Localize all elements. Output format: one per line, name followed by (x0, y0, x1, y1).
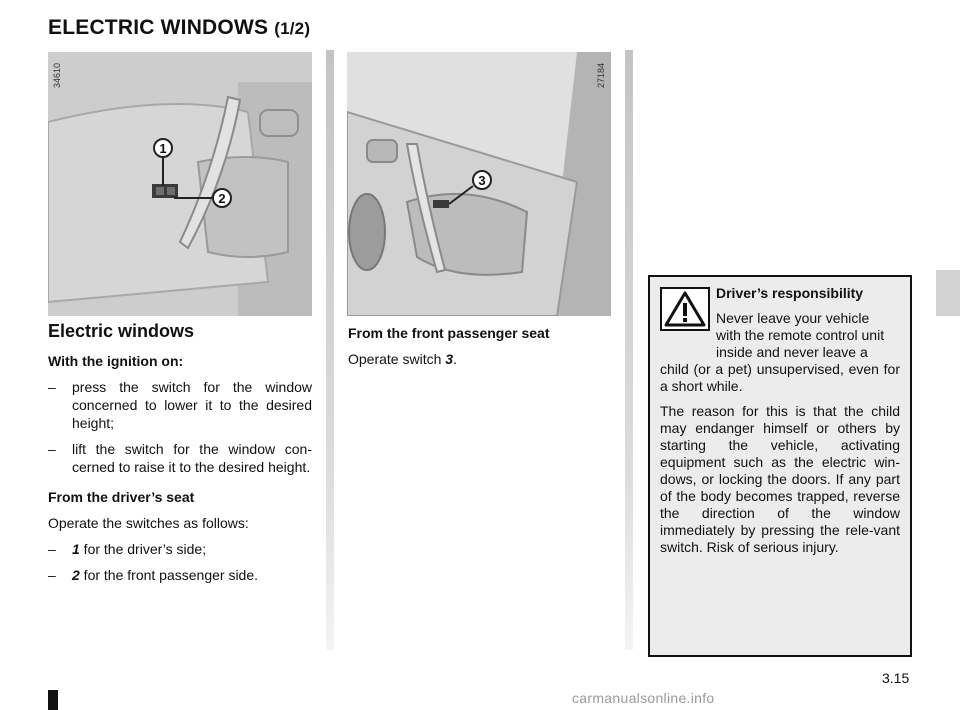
bullet-text: lift the switch for the window con-cerned to raise it to the desired height. (72, 441, 312, 475)
warning-box (648, 275, 912, 657)
driver-door-illustration (48, 52, 312, 316)
page-number: 3.15 (882, 670, 910, 686)
switch-number: 1 (72, 541, 80, 557)
switch-number: 3 (445, 351, 454, 367)
column-divider (625, 50, 633, 650)
list-item (48, 440, 312, 476)
callout-1: 1 (159, 141, 167, 156)
chapter-tab (936, 270, 960, 316)
warning-line: child (or a pet) unsupervised, even for a short while. (660, 361, 900, 394)
figure-code: 27184 (596, 62, 606, 88)
warning-line: Never leave your vehicle (716, 310, 870, 326)
passenger-door-illustration (347, 52, 611, 316)
callout-2: 2 (218, 191, 226, 206)
bullet-dash: – (48, 441, 56, 457)
warning-heading: Driver’s responsibility (716, 285, 864, 301)
page-title (48, 16, 310, 40)
list-item (48, 378, 312, 432)
figure-code: 34610 (52, 62, 62, 88)
warning-paragraph: The reason for this is that the child may endanger himself or others by starting the vehicle, activating equipment such as the electric win-dows, or locking the doors. If any part of the body becomes trapped, reverse the direction of the window immediately by pressing the rele-vant switch. Risk of serious injury. (660, 403, 900, 555)
column-divider (326, 50, 334, 650)
bullet-text: for the front passenger side. (79, 567, 259, 583)
bullet-dash: – (48, 567, 56, 583)
callout-3: 3 (478, 173, 486, 188)
title-main: ELECTRIC WINDOWS (48, 16, 269, 39)
bullet-dash: – (48, 541, 56, 557)
bullet-dash: – (48, 379, 56, 395)
watermark: carmanualsonline.info (572, 690, 715, 706)
corner-mark (48, 690, 58, 710)
middle-column (348, 320, 612, 376)
driver-seat-label: From the driver’s seat (48, 489, 195, 505)
operate-switch-text (348, 350, 612, 368)
bullet-text: for the driver’s side; (79, 541, 207, 557)
list-item (48, 566, 312, 584)
operate-suffix: . (453, 351, 457, 367)
passenger-seat-label: From the front passenger seat (348, 325, 550, 341)
operate-text: Operate the switches as follows: (48, 515, 249, 531)
list-item (48, 540, 312, 558)
bullet-text: press the switch for the window concerned to lower it to the desired height; (72, 379, 312, 431)
warning-line: with the remote control unit (716, 327, 885, 343)
title-part: (1/2) (274, 19, 311, 38)
section-heading: Electric windows (48, 321, 195, 341)
warning-line: inside and never leave a (716, 344, 868, 360)
warning-triangle-icon (660, 287, 710, 331)
switch-number: 2 (72, 567, 80, 583)
left-column (48, 320, 312, 592)
operate-prefix: Operate switch (348, 351, 446, 367)
ignition-label: With the ignition on: (48, 353, 184, 369)
